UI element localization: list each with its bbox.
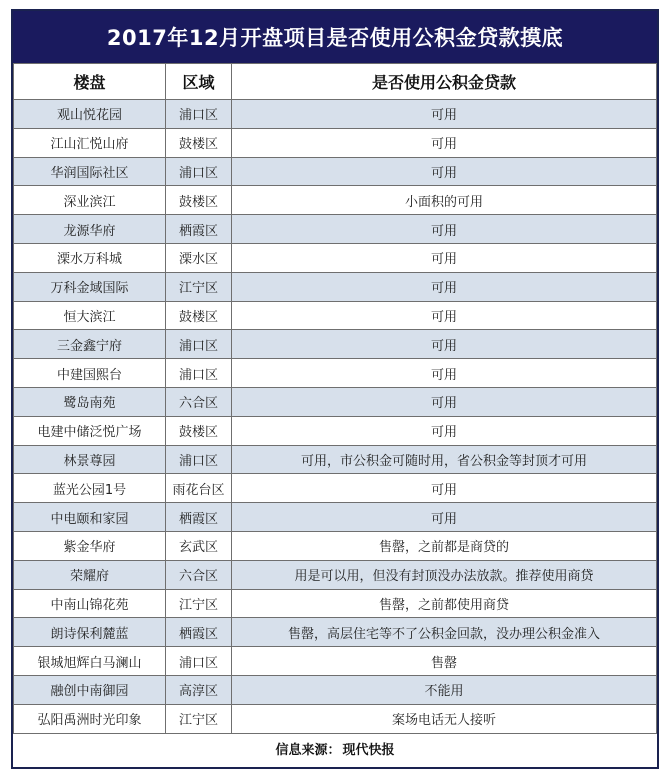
table-row	[14, 589, 657, 618]
table-row	[14, 531, 657, 560]
cell-district: 浦口区	[166, 330, 232, 359]
cell-project: 中建国熙台	[14, 359, 166, 388]
cell-district: 栖霞区	[166, 503, 232, 532]
cell-project: 三金鑫宁府	[14, 330, 166, 359]
table-row	[14, 301, 657, 330]
cell-project: 融创中南御园	[14, 675, 166, 704]
cell-district: 江宁区	[166, 704, 232, 733]
cell-project: 朗诗保利麓蓝	[14, 618, 166, 647]
cell-project: 溧水万科城	[14, 243, 166, 272]
cell-status: 可用	[232, 416, 657, 445]
cell-district: 鼓楼区	[166, 128, 232, 157]
table-row	[14, 215, 657, 244]
cell-project: 深业滨江	[14, 186, 166, 215]
cell-status: 可用	[232, 157, 657, 186]
table-row	[14, 387, 657, 416]
cell-status: 售罄，高层住宅等不了公积金回款，没办理公积金准入	[232, 618, 657, 647]
table-row	[14, 186, 657, 215]
cell-district: 玄武区	[166, 531, 232, 560]
cell-status: 售罄	[232, 647, 657, 676]
cell-project: 中电颐和家园	[14, 503, 166, 532]
cell-district: 高淳区	[166, 675, 232, 704]
table-row	[14, 128, 657, 157]
table-row	[14, 359, 657, 388]
cell-district: 六合区	[166, 387, 232, 416]
cell-status: 可用	[232, 272, 657, 301]
cell-project: 荣耀府	[14, 560, 166, 589]
cell-status: 售罄，之前都是商贷的	[232, 531, 657, 560]
cell-project: 华润国际社区	[14, 157, 166, 186]
cell-project: 银城旭辉白马澜山	[14, 647, 166, 676]
cell-status: 可用	[232, 301, 657, 330]
table-row	[14, 474, 657, 503]
cell-project: 林景尊园	[14, 445, 166, 474]
cell-status: 可用	[232, 330, 657, 359]
cell-district: 浦口区	[166, 647, 232, 676]
table-row	[14, 675, 657, 704]
cell-status: 用是可以用，但没有封顶没办法放款。推荐使用商贷	[232, 560, 657, 589]
table-row	[14, 272, 657, 301]
header-status: 是否使用公积金贷款	[232, 64, 657, 100]
cell-district: 鼓楼区	[166, 416, 232, 445]
cell-district: 浦口区	[166, 359, 232, 388]
cell-status: 可用	[232, 243, 657, 272]
cell-district: 浦口区	[166, 157, 232, 186]
table-row	[14, 647, 657, 676]
cell-project: 弘阳禹洲时光印象	[14, 704, 166, 733]
table-row	[14, 503, 657, 532]
header-project: 楼盘	[14, 64, 166, 100]
cell-district: 浦口区	[166, 100, 232, 129]
cell-district: 江宁区	[166, 272, 232, 301]
cell-project: 紫金华府	[14, 531, 166, 560]
cell-status: 可用	[232, 100, 657, 129]
cell-district: 江宁区	[166, 589, 232, 618]
cell-district: 浦口区	[166, 445, 232, 474]
table-title: 2017年12月开盘项目是否使用公积金贷款摸底	[13, 11, 657, 63]
cell-status: 案场电话无人接听	[232, 704, 657, 733]
table-row	[14, 243, 657, 272]
cell-project: 中南山锦花苑	[14, 589, 166, 618]
cell-district: 溧水区	[166, 243, 232, 272]
table-row	[14, 618, 657, 647]
cell-project: 观山悦花园	[14, 100, 166, 129]
cell-project: 蓝光公园1号	[14, 474, 166, 503]
table-row	[14, 100, 657, 129]
cell-status: 小面积的可用	[232, 186, 657, 215]
cell-project: 恒大滨江	[14, 301, 166, 330]
table-row	[14, 704, 657, 733]
table-row	[14, 330, 657, 359]
cell-status: 可用	[232, 359, 657, 388]
survey-table	[13, 63, 657, 734]
cell-project: 电建中储泛悦广场	[14, 416, 166, 445]
source-label: 信息来源：	[275, 743, 341, 759]
cell-status: 售罄，之前都使用商贷	[232, 589, 657, 618]
cell-district: 鼓楼区	[166, 186, 232, 215]
cell-project: 龙源华府	[14, 215, 166, 244]
cell-status: 可用	[232, 128, 657, 157]
table-row	[14, 560, 657, 589]
cell-district: 鼓楼区	[166, 301, 232, 330]
cell-district: 栖霞区	[166, 618, 232, 647]
cell-project: 江山汇悦山府	[14, 128, 166, 157]
table-row	[14, 445, 657, 474]
cell-district: 栖霞区	[166, 215, 232, 244]
cell-project: 鹭岛南苑	[14, 387, 166, 416]
cell-status: 可用	[232, 503, 657, 532]
cell-status: 可用，市公积金可随时用，省公积金等封顶才可用	[232, 445, 657, 474]
header-row	[14, 64, 657, 100]
cell-status: 可用	[232, 387, 657, 416]
cell-status: 可用	[232, 215, 657, 244]
table-row	[14, 157, 657, 186]
cell-status: 可用	[232, 474, 657, 503]
header-district: 区域	[166, 64, 232, 100]
source-line	[13, 734, 657, 764]
cell-status: 不能用	[232, 675, 657, 704]
cell-project: 万科金域国际	[14, 272, 166, 301]
survey-table-sheet	[11, 9, 659, 769]
table-row	[14, 416, 657, 445]
source-name: 现代快报	[342, 743, 395, 759]
cell-district: 雨花台区	[166, 474, 232, 503]
cell-district: 六合区	[166, 560, 232, 589]
